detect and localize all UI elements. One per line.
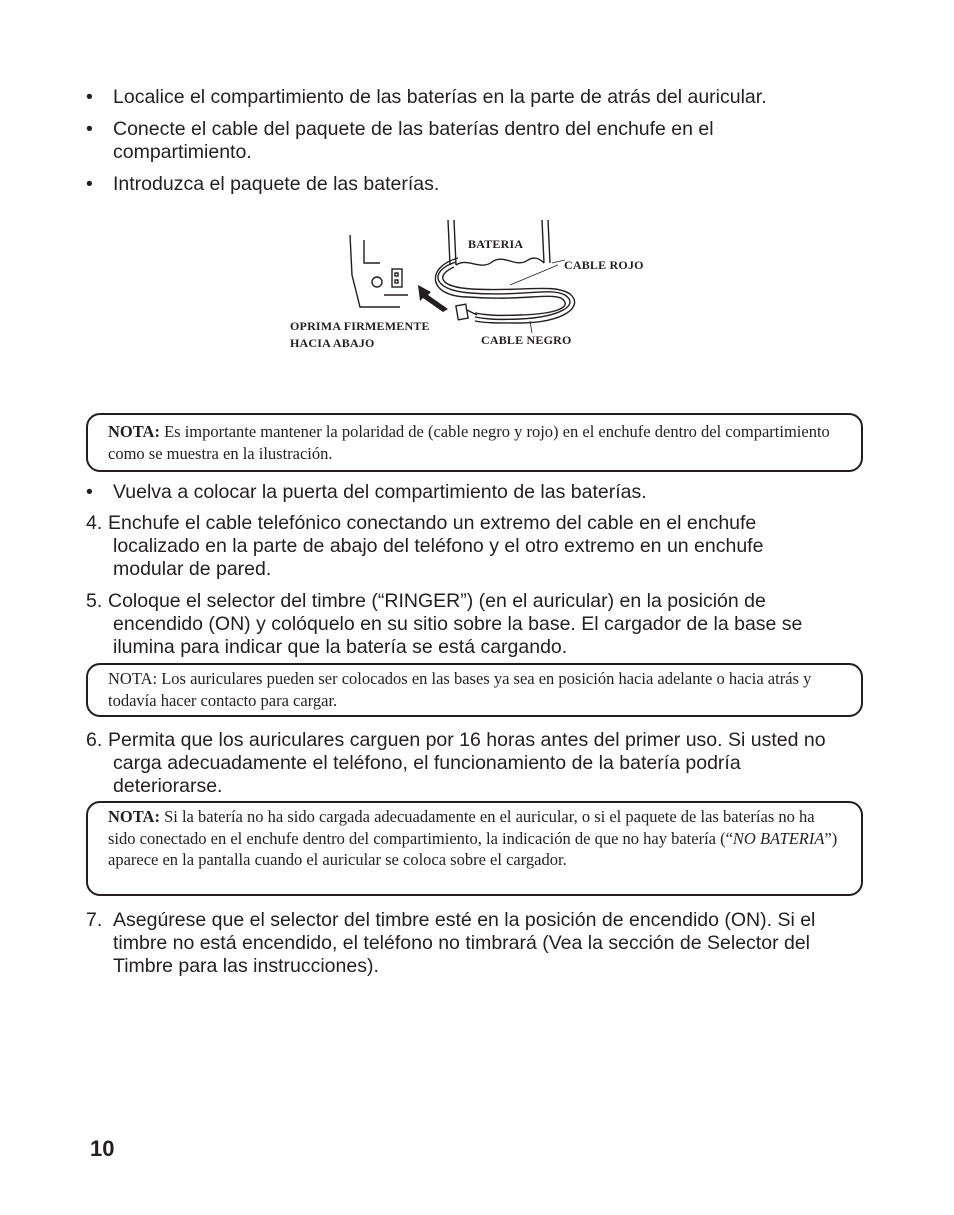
step-number: 6. bbox=[86, 729, 103, 751]
bullet-replace-door bbox=[86, 481, 866, 504]
bullet-symbol: • bbox=[86, 86, 93, 108]
bullet-connect-cable bbox=[86, 118, 786, 164]
step-4 bbox=[86, 512, 821, 581]
step-5 bbox=[86, 590, 851, 659]
label-red-cable: CABLE ROJO bbox=[564, 258, 644, 272]
bullet-text: Localice el compartimiento de las baterías en la parte de atrás del auricular. bbox=[113, 86, 767, 108]
step-text: Permita que los auriculares carguen por 16 horas antes del primer uso. Si usted no carga adecuadamente el teléfono, el funcionamiento de la batería podría deteriorarse. bbox=[108, 729, 826, 797]
note-text-b: ”) aparece en la pantalla cuando el auricular se coloca sobre el cargador. bbox=[108, 828, 838, 869]
note-text: Es importante mantener la polaridad de (cable negro y rojo) en el enchufe dentro del compartimiento como se muestra en la ilustración. bbox=[108, 422, 830, 463]
note-text-a: Si la batería no ha sido cargada adecuadamente en el auricular, o si el paquete de las baterías no ha sido conectado en el enchufe dentro del compartimiento, la indicación de que no hay batería (“ bbox=[108, 807, 815, 848]
bullet-locate-compartment bbox=[86, 86, 866, 109]
page-number: 10 bbox=[90, 1136, 115, 1161]
step-number: 4. bbox=[86, 512, 103, 534]
bullet-text: Conecte el cable del paquete de las baterías dentro del enchufe en el compartimiento. bbox=[113, 118, 714, 163]
label-press-line2: HACIA ABAJO bbox=[290, 336, 375, 350]
bullet-symbol: • bbox=[86, 118, 93, 140]
step-number: 5. bbox=[86, 590, 103, 612]
step-7 bbox=[86, 909, 866, 978]
note-label: NOTA: bbox=[108, 807, 160, 826]
step-text: Enchufe el cable telefónico conectando un extremo del cable en el enchufe localizado en la parte de abajo del teléfono y el otro extremo en un enchufe modular de pared. bbox=[108, 512, 764, 580]
note-no-battery bbox=[86, 801, 863, 896]
step-text: Coloque el selector del timbre (“RINGER”) (en el auricular) en la posición de encendido (ON) y colóquelo en su sitio sobre la base. El cargador de la base se ilumina para indicar que la batería se está cargando. bbox=[108, 590, 803, 658]
bullet-symbol: • bbox=[86, 173, 93, 195]
note-polarity bbox=[86, 413, 863, 472]
label-press-line1: OPRIMA FIRMEMENTE bbox=[290, 319, 430, 333]
bullet-symbol: • bbox=[86, 481, 93, 503]
label-black-cable: CABLE NEGRO bbox=[481, 333, 572, 347]
step-text: Asegúrese que el selector del timbre esté en la posición de encendido (ON). Si el timbre no está encendido, el teléfono no timbrará (Vea la sección de Selector del Timbre para las instrucciones). bbox=[113, 909, 816, 977]
bullet-text: Introduzca el paquete de las baterías. bbox=[113, 173, 440, 195]
note-text: NOTA: Los auriculares pueden ser colocados en las bases ya sea en posición hacia adelante o hacia atrás y todavía hacer contacto para cargar. bbox=[108, 669, 812, 710]
bullet-insert-pack bbox=[86, 173, 866, 196]
label-battery: BATERIA bbox=[468, 237, 524, 251]
note-orientation bbox=[86, 663, 863, 717]
note-label: NOTA: bbox=[108, 422, 160, 441]
note-italic-text: NO BATERIA bbox=[732, 828, 825, 848]
step-number: 7. bbox=[86, 909, 103, 931]
bullet-text: Vuelva a colocar la puerta del compartimiento de las baterías. bbox=[113, 481, 647, 503]
step-6 bbox=[86, 729, 851, 798]
